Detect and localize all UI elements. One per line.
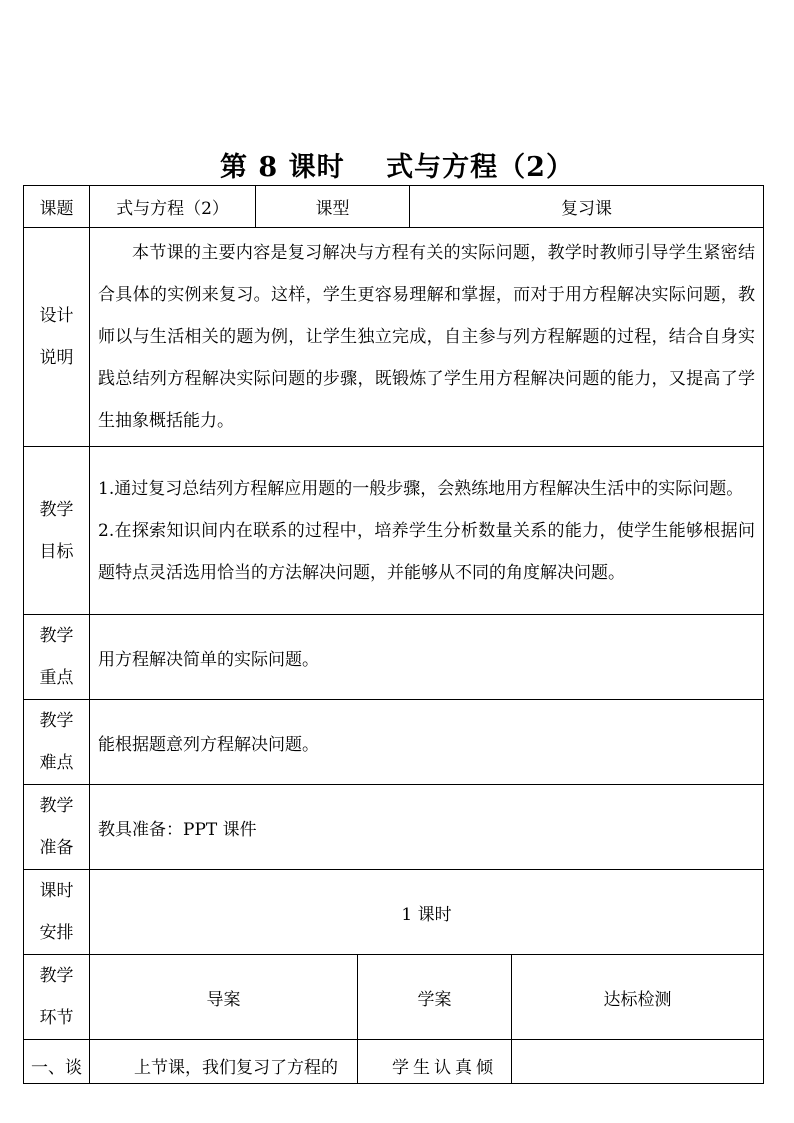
section-row-1-study: 学生认真倾 [358,1040,512,1084]
schedule-row [24,870,764,955]
lesson-plan-table [23,185,764,1084]
design-label-line2: 说明 [39,348,74,368]
sections-header-row [24,955,764,1040]
key-points-label-line1: 教学 [39,626,74,646]
sections-label [24,955,90,1040]
difficulties-label-line2: 难点 [39,753,74,773]
goals-label [24,447,90,615]
section-row-1 [24,1040,764,1084]
type-value: 复习课 [410,186,764,228]
key-points-label [24,615,90,700]
goal-item-2: 2.在探索知识间内在联系的过程中，培养学生分析数量关系的能力，使学生能够根据问题特点灵活选用恰当的方法解决问题，并能够从不同的角度解决问题。 [98,520,755,583]
difficulties-text: 能根据题意列方程解决问题。 [90,700,764,785]
schedule-label-line1: 课时 [39,881,74,901]
preparation-label-line1: 教学 [39,796,74,816]
preparation-row [24,785,764,870]
guide-column-header: 导案 [90,955,358,1040]
design-text: 本节课的主要内容是复习解决与方程有关的实际问题，教学时教师引导学生紧密结合具体的实例来复习。这样，学生更容易理解和掌握，而对于用方程解决实际问题，教师以与生活相关的题为例，让学生独立完成，自主参与列方程解题的过程，结合自身实践总结列方程解决实际问题的步骤，既锻炼了学生用方程解决问题的能力，又提高了学生抽象概括能力。 [90,228,764,447]
goals-label-line1: 教学 [39,499,74,520]
check-column-header: 达标检测 [512,955,764,1040]
difficulties-row [24,700,764,785]
section-row-1-check [512,1040,764,1084]
section-row-1-label: 一、谈 [24,1040,90,1084]
goals-text [90,447,764,615]
sections-label-line2: 环节 [39,1008,74,1028]
difficulties-label-line1: 教学 [39,711,74,731]
goals-row [24,447,764,615]
study-column-header: 学案 [358,955,512,1040]
topic-value: 式与方程（2） [90,186,256,228]
preparation-label-line2: 准备 [39,838,74,858]
difficulties-label [24,700,90,785]
goals-label-line2: 目标 [39,541,74,562]
topic-row [24,186,764,228]
key-points-label-line2: 重点 [39,668,74,688]
page-title: 第 8 课时 式与方程（2） [220,152,574,183]
sections-label-line1: 教学 [39,966,74,986]
section-row-1-guide: 上节课，我们复习了方程的 [90,1040,358,1084]
design-label [24,228,90,447]
schedule-text: 1 课时 [90,870,764,955]
goal-item-1: 1.通过复习总结列方程解应用题的一般步骤，会熟练地用方程解决生活中的实际问题。 [98,478,744,499]
design-label-line1: 设计 [39,306,74,326]
design-row [24,228,764,447]
key-points-row [24,615,764,700]
schedule-label-line2: 安排 [39,923,74,943]
preparation-label [24,785,90,870]
topic-label: 课题 [24,186,90,228]
type-label: 课型 [256,186,410,228]
key-points-text: 用方程解决简单的实际问题。 [90,615,764,700]
schedule-label [24,870,90,955]
preparation-text: 教具准备：PPT 课件 [90,785,764,870]
